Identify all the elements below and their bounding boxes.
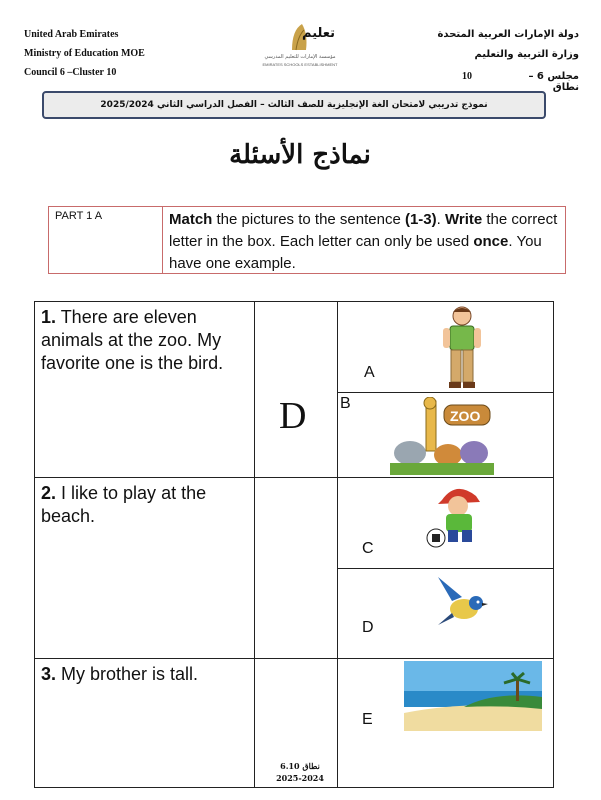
ese-logo-icon	[240, 20, 360, 52]
matching-grid	[34, 301, 554, 788]
option-c-label: C	[362, 540, 374, 557]
picture-cell-d	[337, 568, 554, 659]
page-title: نماذج الأسئلة	[229, 140, 371, 170]
question-3	[34, 658, 255, 788]
picture-cell-e	[337, 658, 554, 788]
footer-line2: 2025-2024	[276, 773, 324, 783]
question-1-text: There are eleven animals at the zoo. My favorite one is the bird.	[41, 307, 224, 373]
question-1	[34, 301, 255, 478]
instr-t1: the pictures to the sentence	[212, 211, 405, 228]
option-d-label: D	[362, 619, 374, 636]
instr-t4: . You have one example.	[169, 233, 542, 272]
instr-range: (1-3)	[404, 211, 437, 228]
header-ar-council-num: 10	[462, 71, 472, 82]
header-en-council: Council 6 –Cluster 10	[24, 67, 117, 78]
bird-icon	[432, 573, 494, 635]
instr-once: once	[473, 233, 509, 250]
logo-en: EMIRATES SCHOOLS ESTABLISHMENT	[262, 62, 338, 67]
instructions-box	[48, 206, 566, 274]
instr-write: Write	[444, 211, 483, 228]
beach-icon	[404, 661, 542, 731]
boy-football-icon	[418, 480, 514, 550]
logo-ar: مؤسسة الإمارات للتعليم المدرسي	[264, 54, 336, 60]
footer-line1: نطاق 6.10	[280, 761, 320, 771]
logo-word: تعليم	[302, 26, 336, 41]
option-a-label: A	[364, 364, 375, 381]
exam-banner: نموذج تدريبي لامتحان الغة الإنجليزية للصف الثالث – الفصل الدراسي الثاني 2025/2024	[42, 91, 546, 119]
question-3-num: 3.	[41, 664, 57, 684]
question-2-text: I like to play at the beach.	[41, 483, 207, 526]
answer-box-1[interactable]	[254, 301, 338, 478]
part-label: PART 1 A	[49, 207, 163, 273]
ese-logo	[240, 20, 360, 80]
picture-cell-a	[337, 301, 554, 393]
instructions-text	[169, 209, 561, 275]
question-1-num: 1.	[41, 307, 57, 327]
answer-box-2[interactable]	[254, 477, 338, 659]
picture-cell-b	[337, 392, 554, 478]
zoo-icon	[390, 397, 494, 475]
header-ar-country: دولة الإمارات العربية المتحدة	[437, 29, 579, 40]
answer-1-value: D	[279, 395, 307, 437]
page-footer	[240, 760, 360, 784]
option-e-label: E	[362, 711, 373, 728]
header-en-country: United Arab Emirates	[24, 29, 119, 40]
option-b-label: B	[340, 395, 351, 412]
svg-text:ZOO: ZOO	[450, 408, 481, 424]
header-en-ministry: Ministry of Education MOE	[24, 48, 145, 59]
picture-cell-c	[337, 477, 554, 569]
instr-t3: the correct letter in the box. Each letter can only be used	[169, 211, 558, 250]
header-ar-ministry: وزارة التربية والتعليم	[474, 49, 579, 60]
question-2	[34, 477, 255, 659]
instr-t2: .	[436, 211, 445, 228]
question-2-num: 2.	[41, 483, 57, 503]
question-3-text: My brother is tall.	[56, 664, 199, 684]
man-icon	[438, 304, 486, 390]
header-ar-council: مجلس 6 – نطاق	[528, 71, 579, 93]
instr-match: Match	[169, 211, 213, 228]
